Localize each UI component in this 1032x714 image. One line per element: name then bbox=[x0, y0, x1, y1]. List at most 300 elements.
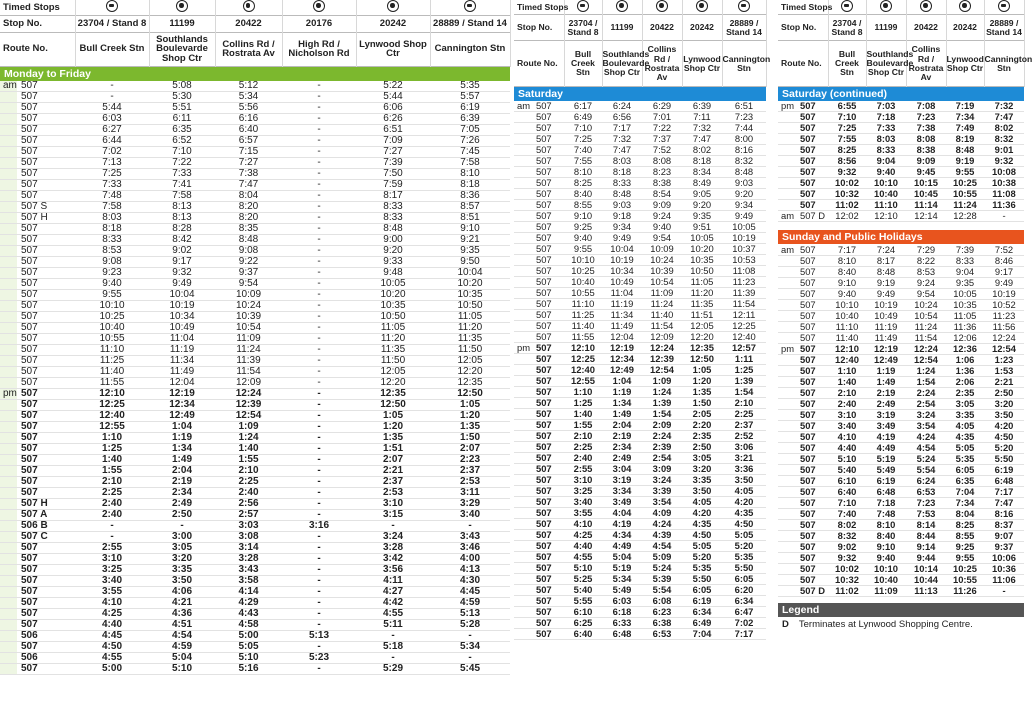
period-cell bbox=[0, 499, 17, 510]
timetable-row bbox=[0, 433, 510, 444]
time-cell: - bbox=[282, 301, 356, 312]
time-cell: 12:35 bbox=[682, 343, 722, 354]
route-cell: 507 H bbox=[17, 213, 75, 224]
route-cell: 507 bbox=[17, 268, 75, 279]
timetable-row bbox=[778, 398, 1024, 409]
time-cell: 1:40 bbox=[564, 409, 602, 420]
time-cell: 11:19 bbox=[149, 345, 215, 356]
time-cell: 12:02 bbox=[828, 211, 866, 222]
time-cell: 9:40 bbox=[75, 279, 149, 290]
route-cell: 507 bbox=[532, 222, 564, 233]
time-cell: 6:05 bbox=[682, 585, 722, 596]
time-cell: 12:10 bbox=[75, 389, 149, 400]
time-cell: 11:09 bbox=[866, 585, 906, 596]
icon-cell bbox=[866, 0, 906, 15]
timetable-row bbox=[514, 112, 766, 123]
period-cell bbox=[514, 618, 532, 629]
stop-number: 11199 bbox=[149, 15, 215, 32]
timetable-row bbox=[514, 365, 766, 376]
period-cell: pm bbox=[514, 343, 532, 354]
route-cell: 507 bbox=[796, 112, 828, 123]
time-cell: 6:33 bbox=[602, 618, 642, 629]
time-cell: - bbox=[282, 488, 356, 499]
route-cell: 507 bbox=[532, 134, 564, 145]
time-cell: 4:25 bbox=[75, 609, 149, 620]
period-cell bbox=[778, 530, 796, 541]
timetable-row bbox=[0, 466, 510, 477]
timetable-row bbox=[0, 323, 510, 334]
stop-icon bbox=[243, 0, 255, 12]
period-cell bbox=[0, 224, 17, 235]
time-cell: 7:47 bbox=[215, 180, 282, 191]
time-cell: 5:39 bbox=[642, 574, 682, 585]
timetable-row bbox=[0, 367, 510, 378]
time-cell: 6:40 bbox=[215, 125, 282, 136]
timetable-row bbox=[0, 103, 510, 114]
route-cell: 507 bbox=[17, 664, 75, 675]
time-cell: 2:39 bbox=[642, 442, 682, 453]
time-cell: - bbox=[282, 477, 356, 488]
time-cell: 2:25 bbox=[564, 442, 602, 453]
time-cell: 9:44 bbox=[906, 552, 946, 563]
time-cell: 4:05 bbox=[682, 497, 722, 508]
time-cell: 7:13 bbox=[75, 158, 149, 169]
route-cell: 507 bbox=[796, 563, 828, 574]
time-cell: - bbox=[282, 400, 356, 411]
time-cell: 5:34 bbox=[215, 92, 282, 103]
stop-icon bbox=[959, 0, 971, 12]
period-cell bbox=[514, 464, 532, 475]
time-cell: 7:27 bbox=[215, 158, 282, 169]
time-cell: 3:49 bbox=[602, 497, 642, 508]
period-cell bbox=[514, 519, 532, 530]
time-cell: 6:44 bbox=[75, 136, 149, 147]
time-cell: 9:05 bbox=[682, 189, 722, 200]
time-cell: 7:52 bbox=[642, 145, 682, 156]
route-cell: 507 bbox=[17, 235, 75, 246]
period-cell bbox=[0, 543, 17, 554]
route-no-label: Route No. bbox=[778, 41, 828, 87]
time-cell: 10:05 bbox=[356, 279, 430, 290]
period-cell bbox=[0, 125, 17, 136]
time-cell: 9:09 bbox=[906, 156, 946, 167]
time-cell: 2:56 bbox=[215, 499, 282, 510]
time-cell: 9:17 bbox=[984, 266, 1024, 277]
time-cell: 10:19 bbox=[149, 301, 215, 312]
route-cell: 507 bbox=[796, 398, 828, 409]
period-cell bbox=[0, 268, 17, 279]
time-cell: 9:22 bbox=[215, 257, 282, 268]
route-cell: 507 H bbox=[17, 499, 75, 510]
time-cell: 1:25 bbox=[564, 398, 602, 409]
route-cell: 507 bbox=[532, 420, 564, 431]
period-cell bbox=[514, 211, 532, 222]
time-cell: 7:10 bbox=[828, 497, 866, 508]
time-cell: 9:32 bbox=[828, 167, 866, 178]
time-cell: 8:36 bbox=[430, 191, 510, 202]
time-cell: 10:20 bbox=[356, 290, 430, 301]
time-cell: 2:52 bbox=[722, 431, 766, 442]
time-cell: 9:35 bbox=[682, 211, 722, 222]
time-cell: 10:32 bbox=[828, 189, 866, 200]
time-cell: 3:08 bbox=[215, 532, 282, 543]
time-cell: 11:54 bbox=[722, 299, 766, 310]
time-cell: 11:34 bbox=[602, 310, 642, 321]
route-cell: 507 S bbox=[17, 202, 75, 213]
time-cell: 5:54 bbox=[642, 585, 682, 596]
time-cell: - bbox=[75, 81, 149, 92]
time-cell: - bbox=[282, 356, 356, 367]
route-cell: 507 bbox=[796, 475, 828, 486]
time-cell: 8:55 bbox=[946, 530, 984, 541]
time-cell: 8:16 bbox=[722, 145, 766, 156]
timetable-row bbox=[514, 123, 766, 134]
time-cell: 3:43 bbox=[430, 532, 510, 543]
period-cell bbox=[778, 376, 796, 387]
time-cell: - bbox=[984, 585, 1024, 596]
icon-cell bbox=[946, 0, 984, 15]
time-cell: 9:03 bbox=[602, 200, 642, 211]
period-cell bbox=[0, 620, 17, 631]
stop-name: Lynwood Shop Ctr bbox=[946, 41, 984, 87]
timetable-row bbox=[0, 477, 510, 488]
period-cell bbox=[778, 123, 796, 134]
time-cell: 10:36 bbox=[984, 563, 1024, 574]
time-cell: 9:55 bbox=[564, 244, 602, 255]
route-cell: 507 bbox=[17, 125, 75, 136]
route-cell: 507 bbox=[532, 409, 564, 420]
time-cell: 10:45 bbox=[906, 189, 946, 200]
time-cell: 11:14 bbox=[906, 200, 946, 211]
time-cell: 6:27 bbox=[75, 125, 149, 136]
time-cell: 12:11 bbox=[722, 310, 766, 321]
time-cell: 10:09 bbox=[642, 244, 682, 255]
timetable-row bbox=[0, 400, 510, 411]
time-cell: 7:40 bbox=[564, 145, 602, 156]
period-cell bbox=[778, 266, 796, 277]
period-cell bbox=[0, 169, 17, 180]
time-cell: 5:35 bbox=[682, 563, 722, 574]
route-cell: 507 bbox=[796, 332, 828, 343]
timetable-row bbox=[0, 334, 510, 345]
time-cell: 1:39 bbox=[642, 398, 682, 409]
time-cell: 4:43 bbox=[215, 609, 282, 620]
route-cell: 507 bbox=[17, 444, 75, 455]
time-cell: 1:55 bbox=[215, 455, 282, 466]
time-cell: 9:49 bbox=[722, 211, 766, 222]
timetable-row bbox=[0, 92, 510, 103]
time-cell: 4:19 bbox=[866, 431, 906, 442]
timetable-row bbox=[514, 618, 766, 629]
time-cell: 12:25 bbox=[722, 321, 766, 332]
time-cell: 9:19 bbox=[946, 156, 984, 167]
route-cell: 507 bbox=[532, 475, 564, 486]
time-cell: 3:14 bbox=[215, 543, 282, 554]
time-cell: 6:35 bbox=[149, 125, 215, 136]
timetable-row bbox=[0, 631, 510, 642]
time-cell: 8:48 bbox=[946, 145, 984, 156]
time-cell: 8:02 bbox=[682, 145, 722, 156]
time-cell: 11:35 bbox=[356, 345, 430, 356]
time-cell: 7:47 bbox=[602, 145, 642, 156]
time-cell: 3:56 bbox=[356, 565, 430, 576]
time-cell: 6:53 bbox=[642, 629, 682, 640]
time-cell: - bbox=[282, 202, 356, 213]
period-cell bbox=[0, 521, 17, 532]
time-cell: 5:54 bbox=[906, 464, 946, 475]
section-header-sunday-holidays: Sunday and Public Holidays bbox=[778, 230, 1024, 244]
time-cell: 6:25 bbox=[564, 618, 602, 629]
time-cell: 8:49 bbox=[682, 178, 722, 189]
time-cell: 6:38 bbox=[642, 618, 682, 629]
route-cell: 507 bbox=[17, 609, 75, 620]
time-cell: 8:08 bbox=[642, 156, 682, 167]
time-cell: - bbox=[282, 114, 356, 125]
timetable-row bbox=[0, 81, 510, 92]
route-cell: 507 bbox=[532, 310, 564, 321]
time-cell: 10:49 bbox=[866, 310, 906, 321]
time-cell: 10:25 bbox=[564, 266, 602, 277]
time-cell: 8:19 bbox=[946, 134, 984, 145]
period-cell bbox=[514, 508, 532, 519]
time-cell: 10:19 bbox=[984, 288, 1024, 299]
time-cell: 4:55 bbox=[564, 552, 602, 563]
time-cell: 5:40 bbox=[564, 585, 602, 596]
time-cell: 12:34 bbox=[149, 400, 215, 411]
time-cell: 5:24 bbox=[906, 453, 946, 464]
time-cell: 4:55 bbox=[356, 609, 430, 620]
time-cell: 11:35 bbox=[430, 334, 510, 345]
time-cell: 12:25 bbox=[564, 354, 602, 365]
period-cell bbox=[778, 541, 796, 552]
time-cell: 1:34 bbox=[602, 398, 642, 409]
time-cell: 4:42 bbox=[356, 598, 430, 609]
route-cell: 506 bbox=[17, 653, 75, 664]
period-cell bbox=[778, 475, 796, 486]
time-cell: 1:55 bbox=[75, 466, 149, 477]
time-cell: 3:54 bbox=[906, 420, 946, 431]
stop-number: 20242 bbox=[682, 15, 722, 41]
time-cell: - bbox=[282, 466, 356, 477]
period-cell bbox=[0, 312, 17, 323]
time-cell: - bbox=[75, 521, 149, 532]
time-cell: 10:05 bbox=[946, 288, 984, 299]
icon-cell bbox=[215, 0, 282, 15]
timetable-row bbox=[778, 376, 1024, 387]
time-cell: 1:19 bbox=[866, 365, 906, 376]
time-cell: 7:48 bbox=[75, 191, 149, 202]
time-cell: 5:45 bbox=[430, 664, 510, 675]
time-cell: 7:11 bbox=[682, 112, 722, 123]
time-cell: 12:50 bbox=[682, 354, 722, 365]
timetable-row bbox=[0, 158, 510, 169]
time-cell: - bbox=[75, 92, 149, 103]
time-cell: - bbox=[282, 224, 356, 235]
time-cell: - bbox=[282, 345, 356, 356]
time-cell: 11:20 bbox=[682, 288, 722, 299]
time-cell: 1:40 bbox=[828, 376, 866, 387]
time-cell: 12:19 bbox=[149, 389, 215, 400]
stop-name: Bull Creek Stn bbox=[75, 32, 149, 66]
time-cell: 3:06 bbox=[722, 442, 766, 453]
route-cell: 507 bbox=[532, 607, 564, 618]
timetable-row bbox=[0, 587, 510, 598]
route-cell: 507 bbox=[17, 554, 75, 565]
time-cell: 11:06 bbox=[984, 574, 1024, 585]
period-cell bbox=[778, 321, 796, 332]
time-cell: 3:28 bbox=[215, 554, 282, 565]
time-cell: 12:05 bbox=[356, 367, 430, 378]
time-cell: 1:24 bbox=[215, 433, 282, 444]
time-cell: - bbox=[282, 411, 356, 422]
timetable-row bbox=[778, 442, 1024, 453]
time-cell: 10:55 bbox=[946, 189, 984, 200]
route-cell: 507 bbox=[532, 365, 564, 376]
time-cell: 9:10 bbox=[828, 277, 866, 288]
time-cell: 9:37 bbox=[984, 541, 1024, 552]
time-cell: 3:29 bbox=[430, 499, 510, 510]
time-cell: - bbox=[282, 499, 356, 510]
time-cell: 10:50 bbox=[356, 312, 430, 323]
time-cell: 7:17 bbox=[828, 244, 866, 255]
time-cell: 2:49 bbox=[602, 453, 642, 464]
route-cell: 507 bbox=[532, 464, 564, 475]
route-cell: 507 bbox=[532, 541, 564, 552]
route-cell: 507 bbox=[17, 477, 75, 488]
time-cell: 8:32 bbox=[828, 530, 866, 541]
time-cell: 2:37 bbox=[722, 420, 766, 431]
time-cell: 5:05 bbox=[215, 642, 282, 653]
time-cell: 7:38 bbox=[215, 169, 282, 180]
period-cell bbox=[0, 345, 17, 356]
time-cell: 1:10 bbox=[75, 433, 149, 444]
time-cell: 3:35 bbox=[946, 409, 984, 420]
time-cell: 5:16 bbox=[215, 664, 282, 675]
route-cell: 507 bbox=[532, 255, 564, 266]
route-cell: 507 bbox=[532, 167, 564, 178]
timed-stops-label: Timed Stops bbox=[0, 0, 75, 15]
route-cell: 507 bbox=[796, 189, 828, 200]
timetable-row bbox=[778, 332, 1024, 343]
timetable-row bbox=[0, 389, 510, 400]
time-cell: - bbox=[282, 334, 356, 345]
weekend-header-table bbox=[778, 0, 1032, 87]
time-cell: 9:54 bbox=[906, 288, 946, 299]
time-cell: 12:14 bbox=[906, 211, 946, 222]
timetable-row bbox=[514, 299, 766, 310]
time-cell: 10:20 bbox=[682, 244, 722, 255]
time-cell: 7:32 bbox=[602, 134, 642, 145]
time-cell: 7:34 bbox=[946, 497, 984, 508]
time-cell: 4:30 bbox=[430, 576, 510, 587]
route-cell: 507 bbox=[532, 530, 564, 541]
route-cell: 507 bbox=[796, 409, 828, 420]
period-cell bbox=[514, 321, 532, 332]
time-cell: 8:03 bbox=[75, 213, 149, 224]
time-cell: 6:05 bbox=[946, 464, 984, 475]
time-cell: 8:10 bbox=[828, 255, 866, 266]
time-cell: 12:50 bbox=[356, 400, 430, 411]
time-cell: 11:55 bbox=[75, 378, 149, 389]
time-cell: 4:54 bbox=[642, 541, 682, 552]
section-header-saturday: Saturday bbox=[514, 87, 766, 101]
time-cell: 4:10 bbox=[75, 598, 149, 609]
period-cell bbox=[514, 365, 532, 376]
route-cell: 507 bbox=[532, 596, 564, 607]
time-cell: 11:09 bbox=[642, 288, 682, 299]
timetable-row bbox=[514, 409, 766, 420]
period-cell bbox=[0, 477, 17, 488]
time-cell: 10:55 bbox=[564, 288, 602, 299]
time-cell: 11:05 bbox=[946, 310, 984, 321]
period-cell bbox=[514, 288, 532, 299]
period-cell bbox=[514, 376, 532, 387]
time-cell: 9:21 bbox=[430, 235, 510, 246]
time-cell: 12:35 bbox=[356, 389, 430, 400]
time-cell: 10:09 bbox=[215, 290, 282, 301]
time-cell: 12:09 bbox=[642, 332, 682, 343]
time-cell: 3:19 bbox=[602, 475, 642, 486]
time-cell: 7:25 bbox=[75, 169, 149, 180]
route-cell: 507 bbox=[796, 541, 828, 552]
period-cell bbox=[778, 156, 796, 167]
time-cell: 6:40 bbox=[828, 486, 866, 497]
time-cell: 11:25 bbox=[75, 356, 149, 367]
time-cell: 1:23 bbox=[984, 354, 1024, 365]
route-cell: 507 bbox=[796, 442, 828, 453]
timetable-row bbox=[0, 455, 510, 466]
time-cell: 9:40 bbox=[866, 552, 906, 563]
stop-name: Southlands Boulevarde Shop Ctr bbox=[866, 41, 906, 87]
time-cell: 11:40 bbox=[75, 367, 149, 378]
period-cell: am bbox=[514, 101, 532, 112]
time-cell: 10:54 bbox=[906, 310, 946, 321]
time-cell: 8:51 bbox=[430, 213, 510, 224]
time-cell: - bbox=[282, 136, 356, 147]
icon-cell bbox=[722, 0, 766, 15]
period-cell bbox=[0, 114, 17, 125]
time-cell: 3:54 bbox=[642, 497, 682, 508]
time-cell: 5:10 bbox=[564, 563, 602, 574]
time-cell: 7:02 bbox=[75, 147, 149, 158]
time-cell: 7:45 bbox=[430, 147, 510, 158]
timetable-row bbox=[514, 420, 766, 431]
period-cell bbox=[514, 134, 532, 145]
route-cell: 507 bbox=[17, 158, 75, 169]
time-cell: 12:40 bbox=[722, 332, 766, 343]
time-cell: 11:10 bbox=[75, 345, 149, 356]
time-cell: 4:10 bbox=[828, 431, 866, 442]
time-cell: 5:10 bbox=[215, 653, 282, 664]
route-cell: 506 B bbox=[17, 521, 75, 532]
time-cell: - bbox=[282, 598, 356, 609]
timetable-row bbox=[0, 378, 510, 389]
time-cell: 2:40 bbox=[828, 398, 866, 409]
period-cell bbox=[514, 156, 532, 167]
time-cell: 8:33 bbox=[946, 255, 984, 266]
time-cell: 9:24 bbox=[906, 277, 946, 288]
time-cell: 2:57 bbox=[215, 510, 282, 521]
time-cell: 6:10 bbox=[564, 607, 602, 618]
time-cell: 6:34 bbox=[722, 596, 766, 607]
period-cell bbox=[514, 222, 532, 233]
time-cell: 4:24 bbox=[642, 519, 682, 530]
time-cell: 5:44 bbox=[356, 92, 430, 103]
period-cell bbox=[0, 279, 17, 290]
timetable-row bbox=[0, 301, 510, 312]
time-cell: - bbox=[282, 378, 356, 389]
time-cell: 9:49 bbox=[984, 277, 1024, 288]
